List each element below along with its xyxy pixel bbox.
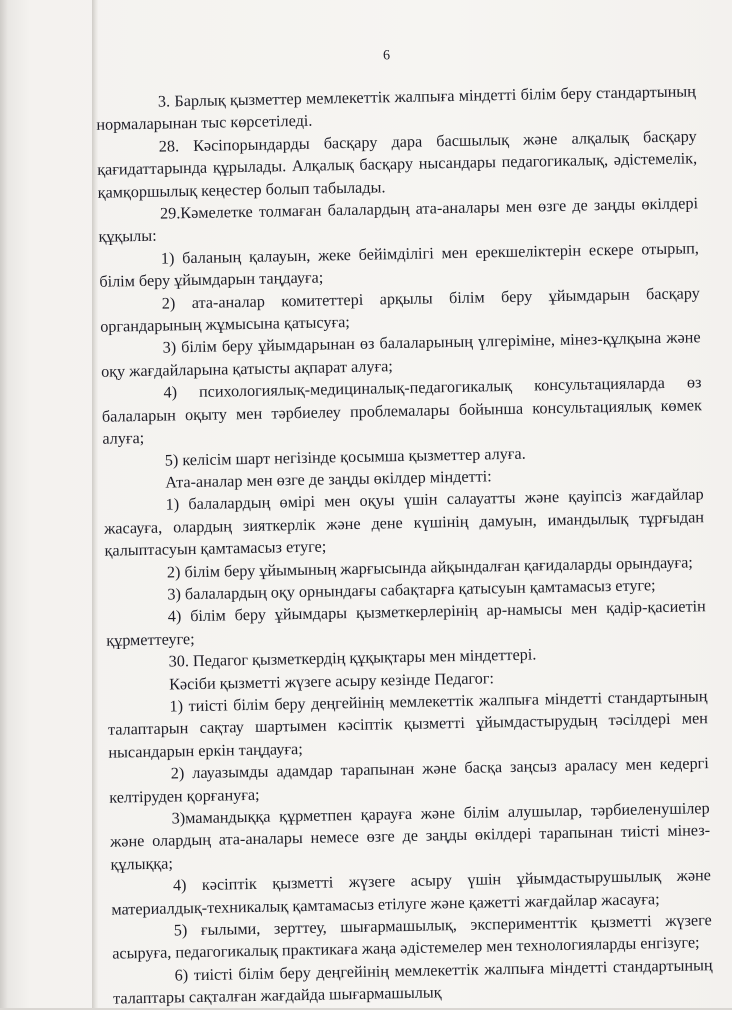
- list-item: 6) тиісті білім беру деңгейінің мемлекеттік жалпыға міндетті стандартының талаптары сақталған жағдайда шығармашылық: [112, 956, 713, 1008]
- document-page: [95, 34, 713, 1008]
- paragraph: Кәсіби қызметті жүзеге асыру кезінде Педагог:: [168, 668, 495, 694]
- list-item: 5) келісім шарт негізінде қосымша қызметтер алуға.: [164, 444, 526, 470]
- page-number: 6: [382, 48, 391, 64]
- list-item: 3) білім беру ұйымдарынан өз балаларының үлгеріміне, мінез-құлқына және оқу жағдайларына қатысты ақпарат алуға;: [100, 328, 701, 381]
- list-item: 2) ата-аналар комитеттері арқылы білім беру ұйымдарын басқару органдарының жұмысына қатысуға;: [100, 283, 700, 336]
- list-item: 4) білім беру ұйымдары қызметкерлерінің ар-намысы мен қадір-қасиетін құрметтеуге;: [106, 597, 706, 650]
- list-item: 3) балалардың оқу орнындағы сабақтарға қатысуын қамтамасыз етуге;: [167, 576, 656, 604]
- list-item: 1) баланың қалауын, жеке бейімділігі мен ерекшеліктерін ескере отырып, білім беру ұйымдарын таңдауға;: [99, 239, 700, 292]
- list-item: 1) балалардың өмірі мен оқуы үшін салауатты және қауіпсіз жағдайлар жасауға, олардың зияткерлік және дене күшінің дамуын, имандылық тұрғыдан қалыптасуын қамтамасыз етуге;: [103, 485, 705, 560]
- paragraph: 3. Барлық қызметтер мемлекеттік жалпыға міндетті білім беру стандартының нормаларынан тыс көрсетіледі.: [96, 82, 696, 135]
- document-body: [96, 80, 714, 1010]
- section-heading: 30. Педагог қызметкердің құқықтары мен міндеттері.: [168, 645, 537, 671]
- list-item: 2) лауазымды адамдар тарапынан және басқа заңсыз араласу мен кедергі келтіруден қорғануға;: [109, 754, 709, 807]
- list-item: 1) тиісті білім беру деңгейінің мемлекеттік жалпыға міндетті стандартының талаптарын сақтау шартымен кәсіптік қызметті ұйымдастырудың тәсілдері мен нысандарын еркін таңдауға;: [107, 687, 709, 762]
- list-item: 2) білім беру ұйымының жарғысында айқындалған қағидаларды орындауға;: [166, 552, 693, 582]
- list-item: 5) ғылыми, зерттеу, шығармашылық, эксперименттік қызметті жүзеге асыруға, педагогикалық практикаға жаңа әдістемелер мен технологияларды енгізуге;: [112, 911, 712, 964]
- paragraph: Ата-аналар мен өзге де заңды өкілдер міндетті:: [165, 467, 492, 492]
- list-item: 4) кәсіптік қызметті жүзеге асыру үшін ұйымдастырушылық және материалдық-техникалық қамтамасыз етілуге және қажетті жағдайлар жасауға;: [111, 866, 712, 919]
- list-item: 3)мамандыққа құрметпен қарауға және білім алушылар, тәрбиеленушілер және олардың ата-аналары немесе өзге де заңды өкілдері тарапынан тиісті мінез-құлыққа;: [109, 799, 711, 874]
- paragraph: 28. Кәсіпорындарды басқару дара басшылық және алқалық басқару қағидаттарында құрылады. Алқалық басқару нысандары педагогикалық, әдістемелік, қамқоршылық кеңестер болып табылады.: [97, 127, 698, 202]
- list-item: 4) психологиялық-медициналық-педагогикалық консультацияларда өз балаларын оқыту мен тәрбиелеу проблемалары бойынша консультациялық көмек алуға;: [101, 373, 703, 448]
- paragraph: 29.Кәмелетке толмаған балалардың ата-аналары мен өзге де заңды өкілдері құқылы:: [98, 194, 699, 247]
